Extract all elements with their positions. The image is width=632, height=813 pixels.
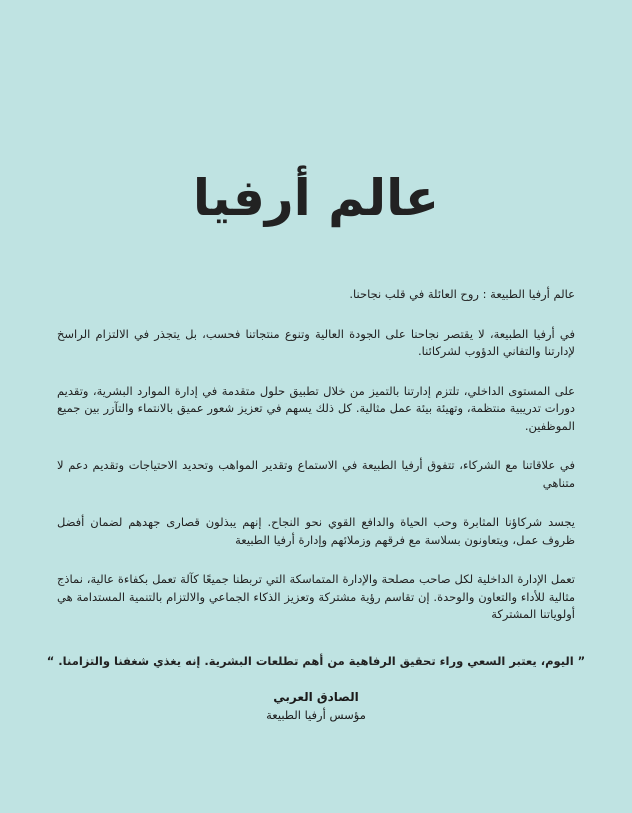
paragraph-management: تعمل الإدارة الداخلية لكل صاحب مصلحة والإدارة المتماسكة التي تربطنا جميعًا كآلة تعمل بكفاءة عالية، نماذج مثالية للأداء والتعاون والوحدة. إن تقاسم رؤية مشتركة وتعزيز الذكاء الجماعي والالتزام بالتنمية المستدامة هي أولوياتنا المشتركة — [57, 572, 575, 621]
paragraph-intro: عالم أرفيا الطبيعة : روح العائلة في قلب نجاحنا. — [349, 287, 575, 301]
paragraph-internal: على المستوى الداخلي، تلتزم إدارتنا بالتميز من خلال تطبيق حلول متقدمة في إدارة الموارد البشرية، وتقديم دورات تدريبية منتظمة، وتهيئة بيئة عمل مثالية. كل ذلك يسهم في تعزيز شعور عميق بالانتماء والتآزر بين جميع الموظفين. — [57, 383, 575, 433]
signature-role: مؤسس أرفيا الطبيعة — [266, 708, 366, 722]
paragraph-success: في أرفيا الطبيعة، لا يقتصر نجاحنا على الجودة العالية وتنوع منتجاتنا فحسب، بل يتجذر في الالتزام الراسخ لإدارتنا والتفاني الدؤوب لشركائنا. — [57, 326, 575, 358]
founder-quote: ” اليوم، يعتبر السعي وراء تحقيق الرفاهية من أهم تطلعات البشرية. إنه يغذي شغفنا والتزامنا. “ — [46, 654, 586, 668]
signature-block — [0, 688, 632, 724]
paragraph-partners: في علاقاتنا مع الشركاء، تتفوق أرفيا الطبيعة في الاستماع وتقدير المواهب وتحديد الاحتياجات وتقديم دعم لا متناهي — [57, 458, 575, 490]
signature-name: الصادق العربي — [273, 690, 359, 704]
paragraph-commitment: يجسد شركاؤنا المثابرة وحب الحياة والدافع القوي نحو النجاح. إنهم يبذلون قصارى جهدهم لضمان أفضل ظروف عمل، ويتعاونون بسلاسة مع فرقهم وزملائهم وإدارة أرفيا الطبيعة — [57, 515, 575, 547]
letter-body — [57, 286, 575, 646]
page-title: عالم أرفيا — [192, 169, 440, 227]
